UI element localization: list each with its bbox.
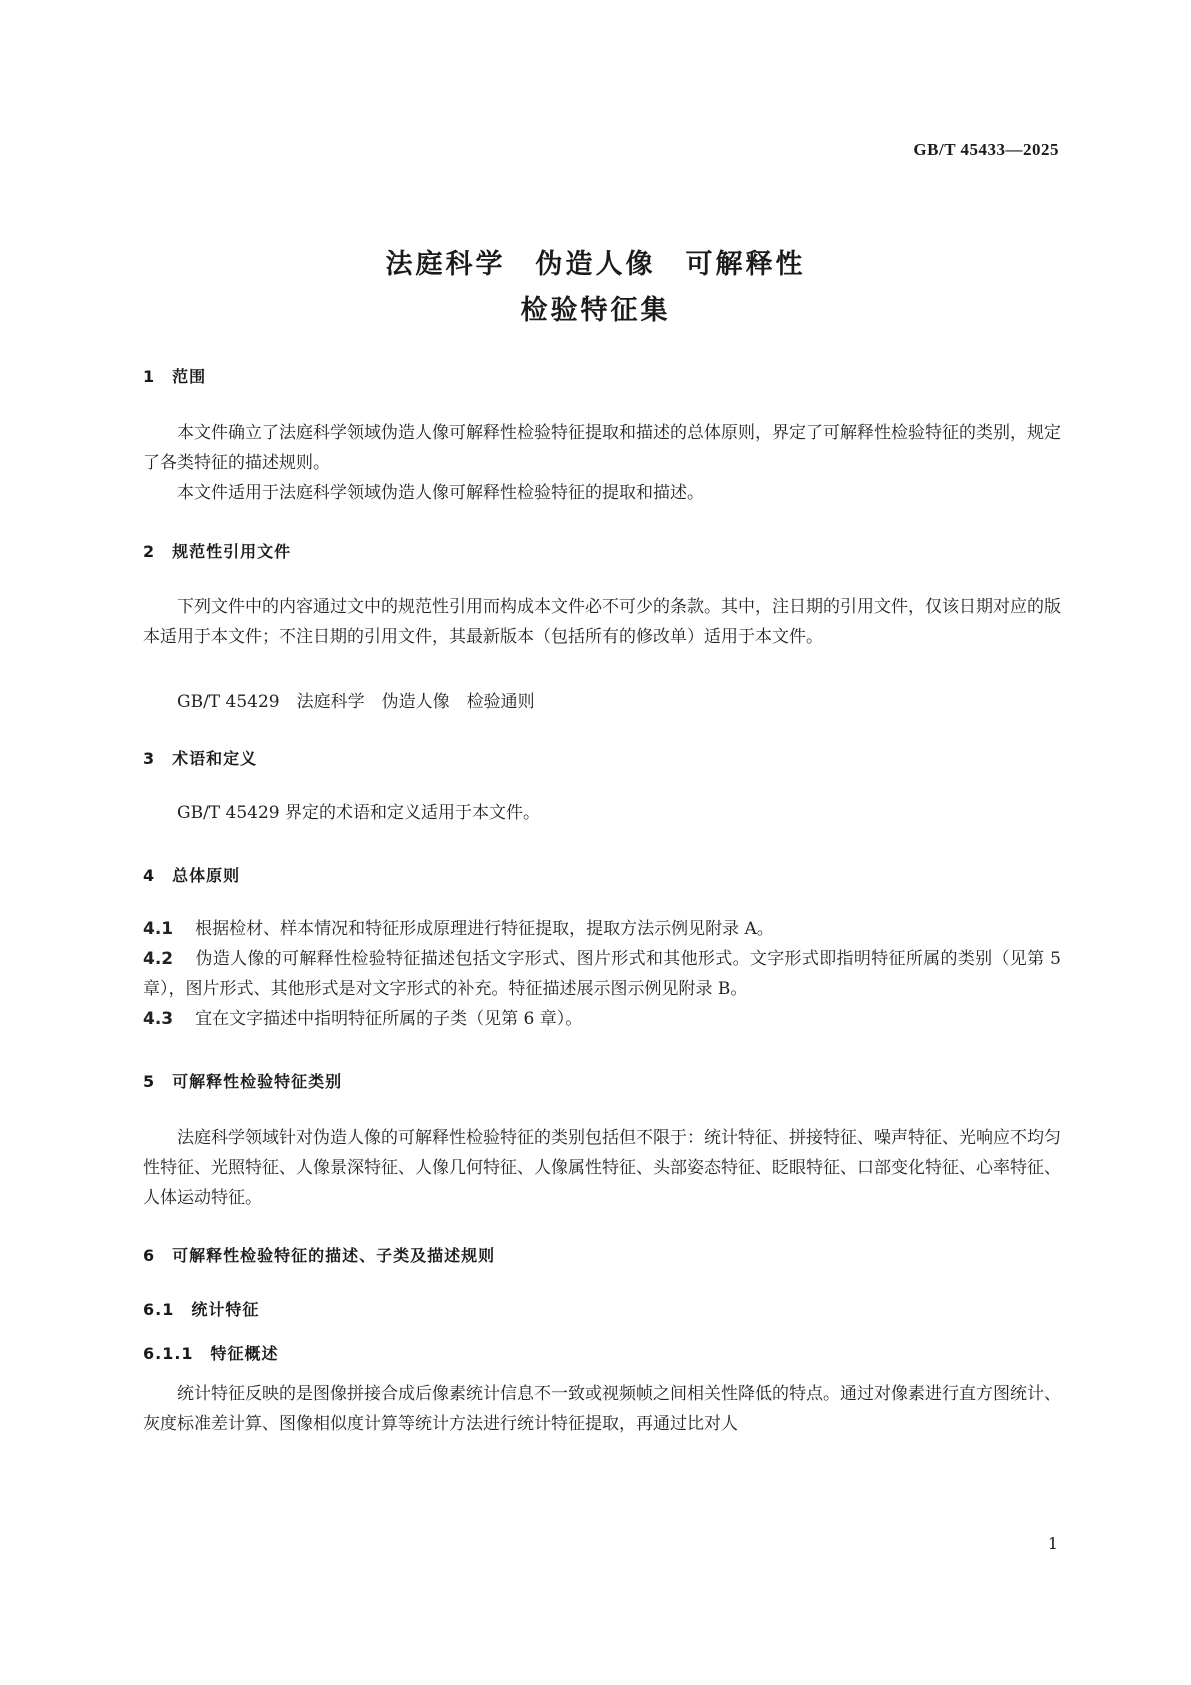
subsection-6-1-1-heading: 6.1.1 特征概述 (143, 1344, 279, 1363)
normative-reference: GB/T 45429 法庭科学 伪造人像 检验通则 (177, 692, 535, 712)
section-5-heading: 5 可解释性检验特征类别 (143, 1072, 343, 1091)
section-1-paragraph-1: 本文件确立了法庭科学领域伪造人像可解释性检验特征提取和描述的总体原则，界定了可解释性检验特征的类别，规定了各类特征的描述规则。 (143, 423, 1061, 473)
clause-4-1 (143, 914, 1061, 944)
page-number: 1 (1047, 1534, 1058, 1553)
section-6-heading: 6 可解释性检验特征的描述、子类及描述规则 (143, 1246, 496, 1265)
subsection-6-1-1-paragraph: 统计特征反映的是图像拼接合成后像素统计信息不一致或视频帧之间相关性降低的特点。通过对像素进行直方图统计、灰度标准差计算、图像相似度计算等统计方法进行统计特征提取，再通过比对人 (143, 1384, 1061, 1434)
clause-4-2-number: 4.2 (143, 949, 174, 969)
clause-4-3-text: 宜在文字描述中指明特征所属的子类（见第 6 章）。 (195, 1009, 583, 1029)
section-3-heading: 3 术语和定义 (143, 749, 258, 768)
section-3-paragraph-1: GB/T 45429 界定的术语和定义适用于本文件。 (177, 803, 541, 823)
section-2-heading: 2 规范性引用文件 (143, 542, 292, 561)
section-5-paragraph-1: 法庭科学领域针对伪造人像的可解释性检验特征的类别包括但不限于：统计特征、拼接特征、噪声特征、光响应不均匀性特征、光照特征、人像景深特征、人像几何特征、人像属性特征、头部姿态特征、眨眼特征、口部变化特征、心率特征、人体运动特征。 (143, 1128, 1061, 1208)
subsection-6-1-heading: 6.1 统计特征 (143, 1300, 260, 1319)
document-title-line1: 法庭科学 伪造人像 可解释性 (385, 249, 806, 280)
section-1-paragraph-2: 本文件适用于法庭科学领域伪造人像可解释性检验特征的提取和描述。 (177, 483, 704, 503)
section-1-heading: 1 范围 (143, 367, 207, 386)
standard-number: GB/T 45433—2025 (913, 140, 1059, 159)
clause-4-2-text: 伪造人像的可解释性检验特征描述包括文字形式、图片形式和其他形式。文字形式即指明特征所属的类别（见第 5 章），图片形式、其他形式是对文字形式的补充。特征描述展示图示例见附录 B。 (143, 949, 1061, 999)
clause-4-1-number: 4.1 (143, 919, 174, 939)
document-title-line2: 检验特征集 (520, 295, 671, 326)
clause-4-1-text: 根据检材、样本情况和特征形成原理进行特征提取，提取方法示例见附录 A。 (195, 919, 774, 939)
section-4-heading: 4 总体原则 (143, 866, 241, 885)
section-2-paragraph-1: 下列文件中的内容通过文中的规范性引用而构成本文件必不可少的条款。其中，注日期的引用文件，仅该日期对应的版本适用于本文件；不注日期的引用文件，其最新版本（包括所有的修改单）适用于本文件。 (143, 597, 1061, 647)
clause-4-3-number: 4.3 (143, 1009, 174, 1029)
clause-4-2 (143, 944, 1061, 1004)
clause-4-3 (143, 1004, 1061, 1034)
